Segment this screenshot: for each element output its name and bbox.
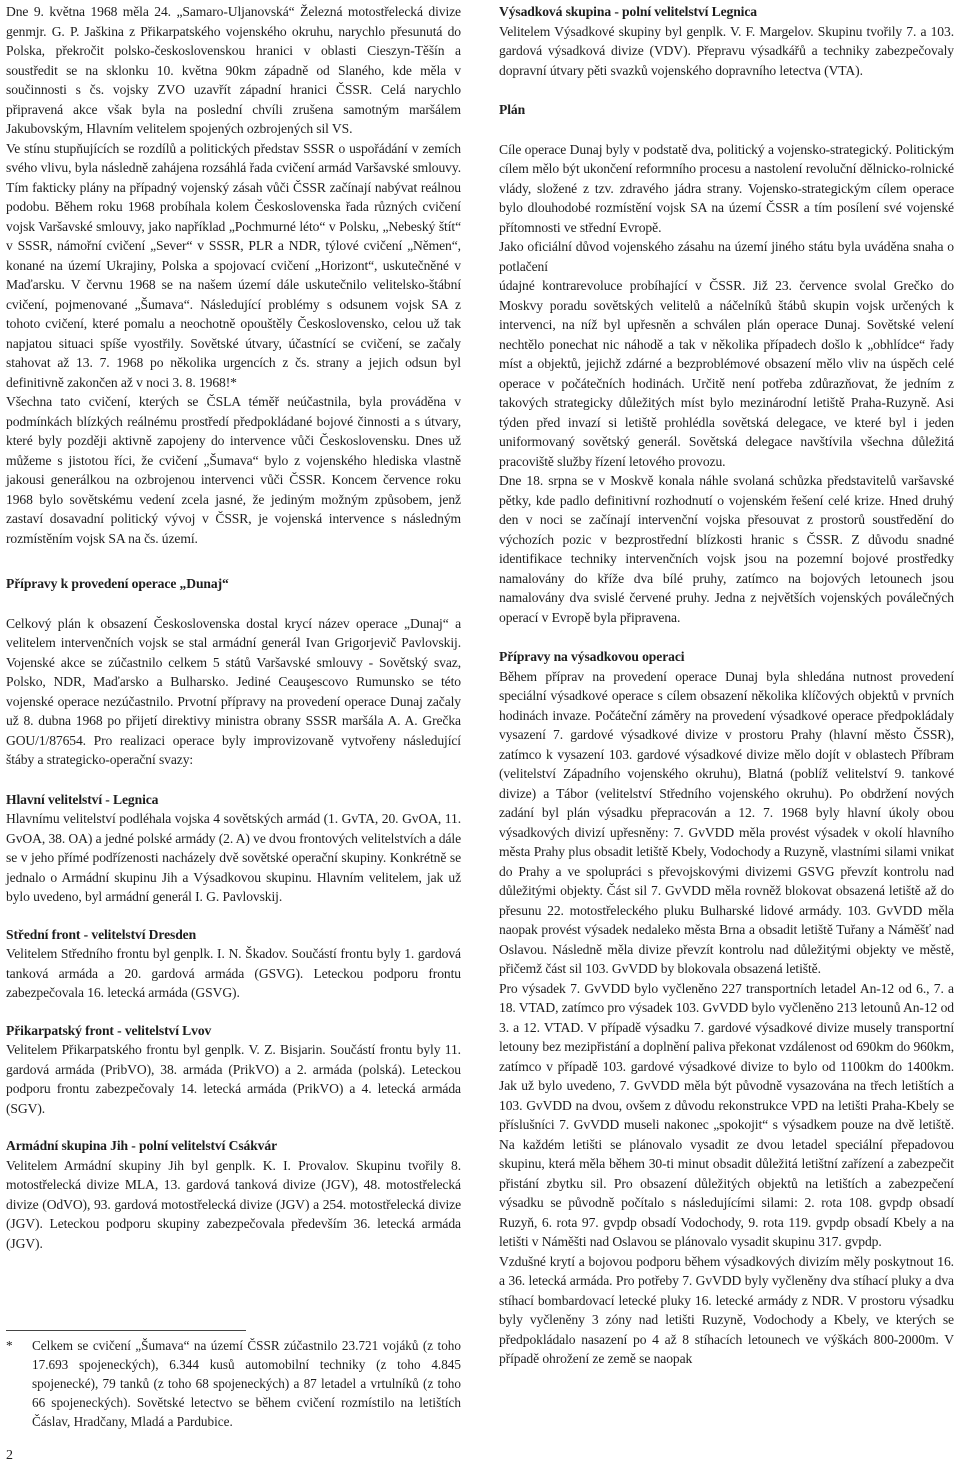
paragraph: Všechna tato cvičení, kterých se ČSLA téměř neúčastnila, byla prováděna v podmínkách blízkých reálnému prostředí předpokládané bojové činnosti a s útvary, které byly později aktivně zapojeny do intervence vůči Československu. Dnes už můžeme s jistotou říci, že cvičení „Šumava“ bylo z vojenského hlediska vlastně jakousi generálkou na ozbrojenou intervenci vůči ČSSR. Koncem července roku 1968 bylo sovětskému vedení zcela jasné, že jediným možným způsobem, jenž zastaví dosavadní politický vývoj v ČSSR, je vojenská intervence s následným rozmístěním vojsk SA na čs. území. (6, 394, 461, 546)
paragraph: Vzdušné krytí a bojovou podporu během výsadkových divizím měly poskytnout 16. a 36. letecká armáda. Pro potřeby 7. GvVDD byly vyčleněny dva stíhací pluky a dva stíhací bombardovací letecké pluky 16. letecké armády z NDR. V prostoru výsadku byly vyčleněny 3 zóny nad letišti Ruzyně, Vodochody a Kbely, ve kterých se předpokládalo nasazení po 4 až 8 stíhacích letounech ve výškách 800-2000m. V případě ohrožení ze země se naopak (499, 1253, 954, 1366)
footnote (6, 1336, 461, 1431)
paragraph: Pro výsadek 7. GvVDD bylo vyčleněno 227 transportních letadel An-12 od 6., 7. a 18. VTAD, zatímco pro výsadek 103. GvVDD bylo vyčleněno 213 letounů An-12 od 3. a 12. VTAD. V případě výsadku 7. gardové výsadkové divize musely transportní letouny bez mezipřistání a doplnění paliva překonat vzdálenost od 690km do 960km, zatímco v případě 103. gardové výsadkové divize to bylo od 1100km do 1400km. Jak už bylo uvedeno, 7. GvVDD měla být původně vysazována na třech letištích a 103. GvVDD na dvou, ovšem z důvodu rekonstrukce VPD na letišti Praha-Kbely se příslušníci 7. GvVDD museli nakonec „spokojit“ s výsadkem pouze na dvě letiště. Na každém letišti se plánovalo vysadit ze dvou letadel speciální přepadovou skupinu, která měla během 30-ti minut obsadit důležitá letištní zařízení a zabezpečit přistání zbytku sil. Pro obsazení důležitých objektů na letištích a zabezpečení výsadku se původně počítalo s následujícími silami: 2. rota 108. gvpdp obsadí Ruzyň, 6. rota 97. gvpdp obsadí Vodochody, 9. rota 119. gvpdp obsadí Kbely a na letišti v Náměšti nad Oslavou se plánovalo vysadit skupinu 317. gvpdp. (499, 980, 954, 1249)
paragraph: Velitelem Armádní skupiny Jih byl genplk. K. I. Provalov. Skupinu tvořily 8. motostřelecká divize MLA, 13. gardová tanková divize (JGV), 48. motostřelecká divize (OdVO), 93. gardová motostřelecká divize (JGV) a 254. motostřelecká divize (JGV). Leteckou podporu skupiny zabezpečovala především 36. letecká armáda (JGV). (6, 1157, 461, 1251)
section-heading: Střední front - velitelství Dresden (6, 926, 197, 942)
section-heading: Přípravy k provedení operace „Dunaj“ (6, 576, 229, 591)
paragraph: Cíle operace Dunaj byly v podstatě dva, politický a vojensko-strategický. Politickým cílem mělo být ukončení reformního procesu a nastolení revoluční dělnicko-rolnické vlády, složené z tzv. zdravého jádra strany. Vojensko-strategickým cílem operace bylo dlouhodobé rozmístění vojsk SA na území ČSSR a tím posílení své vojenské přítomnosti ve střední Evropě. (499, 141, 954, 235)
paragraph: Velitelem Výsadkové skupiny byl genplk. V. F. Margelov. Skupinu tvořily 7. a 103. gardová výsadková divize (VDV). Přepravu výsadkářů a techniky zabezpečovaly dopravní útvary pěti svazků vojenského dopravního letectva (VTA). (499, 23, 954, 78)
section-heading: Přikarpatský front - velitelství Lvov (6, 1022, 212, 1038)
paragraph: Dne 9. května 1968 měla 24. „Samaro-Uljanovská“ Železná motostřelecká divize genmjr. G. P. Jaškina z Přikarpatského vojenského okruhu, narychlo přesunutá do Polska, překročit polsko-československou hranici v oblasti Cieszyn-Těšín a soustředit se na sklonku 10. května 90km západně od Slaného, kde měla v součinnosti s čs. vojsky ZVO uzavřít západní hranici ČSSR. Celá narychlo připravená akce však byla na poslední chvíli zrušena samotným maršálem Jakubovským, Hlavním velitelem spojených ozbrojených sil VS. (6, 4, 461, 136)
paragraph: Velitelem Přikarpatského frontu byl genplk. V. Z. Bisjarin. Součástí frontu byly 11. gardová armáda (PribVO), 38. armáda (PrikVO) a 2. armáda (polská). Leteckou podporu frontu zabezpečovaly 14. letecká armáda (PrikVO) a 4. letecká armáda (SGV). (6, 1042, 461, 1116)
left-column (6, 2, 461, 1253)
paragraph: Ve stínu stupňujících se rozdílů a politických představ SSSR o uspořádání v zemích svého vlivu, byla následně zahájena rozsáhlá řada cvičení armád Varšavské smlouvy. Tím fakticky plány na případný vojenský zásah vůči ČSSR začínají nabývat reálnou podobu. Během roku 1968 probíhala kolem Československa řada různých cvičení vojsk Varšavské smlouvy, jako například „Pochmurné léto“ v Polsku, „Nebeský štít“ v SSSR, námořní cvičení „Sever“ v SSSR, PLR a NDR, týlové cvičení „Němen“, konané na území Ukrajiny, Polska a spojovací cvičení „Horizont“, uskutečněné v Maďarsku. V červnu 1968 se na našem území dále uskutečnilo velitelsko-štábní cvičení, pojmenované „Šumava“. Následující problémy s odsunem vojsk SA z tohoto cvičení, které pomalu a neochotně opouštěly Československo, celou už tak napjatou situaci spíše vyostřily. Sovětské útvary, účastnící se cvičení, se začaly stahovat až 13. 7. 1968 po několika urgencích z čs. strany a jejich odsun byl definitivně zakončen až v noci 3. 8. 1968!* (6, 140, 461, 390)
section-heading: Armádní skupina Jih - polní velitelství Csákvár (6, 1138, 277, 1153)
section-heading: Hlavní velitelství - Legnica (6, 791, 159, 807)
paragraph: Jako oficiální důvod vojenského zásahu na území jiného státu byla uváděna snaha o potlačení (499, 239, 954, 274)
section-heading: Výsadková skupina - polní velitelství Legnica (499, 4, 757, 19)
page-number: 2 (6, 1448, 13, 1463)
paragraph: Celkový plán k obsazení Československa dostal krycí název operace „Dunaj“ a velitelem intervenčních vojsk se stal armádní generál Ivan Grigorjevič Pavlovskij. Vojenské akce se zúčastnilo celkem 5 států Varšavské smlouvy - Sovětský svaz, Polsko, NDR, Maďarsko a Bulharsko. Jediné Ceauşescovo Rumunsko se této vojenské operace nezúčastnilo. Prvotní přípravy na provedení operace Dunaj začaly už 8. dubna 1968 po přijetí direktivy ministra obrany SSSR maršála A. A. Grečka GOU/1/87654. Pro realizaci operace byly improvizovaně vytvořeny následující štáby a strategicko-operační svazy: (6, 615, 461, 767)
footnote-divider (6, 1330, 246, 1331)
section-heading: Přípravy na výsadkovou operaci (499, 649, 685, 664)
paragraph: údajné kontrarevoluce probíhající v ČSSR. Již 23. července svolal Grečko do Moskvy poradu sovětských velitelů a náčelníků štábů skupin vojsk určených k intervenci, na níž byl upřesněn a schválen plán operace Dunaj. Sovětské velení nechtělo ponechat nic náhodě a tak v několika případech došlo k „obhlídce“ řady míst a objektů, jejichž zdárné a bezproblémové obsazení mělo vliv na úspěch celé operace v počátečních hodinách. Určitě není potřeba zdůrazňovat, že jedním z takových strategicky důležitých míst bylo mezinárodní letiště Praha-Ruzyně. Asi týden před invazí si letiště prohlédla sovětská delegace, ve které byl i jeden uniformovaný sovětský generál. Sovětská delegace navštívila všechna důležitá pracoviště služby řízení letového provozu. (499, 278, 954, 469)
paragraph: Hlavnímu velitelství podléhala vojska 4 sovětských armád (1. GvTA, 20. GvOA, 11. GvOA, 38. OA) a jedné polské armády (2. A) ve dvou frontových velitelstvích a dále se v jeho přímé podřízenosti nacházely dvě sovětské operační skupiny. Konkrétně se jednalo o Armádní skupinu Jih a Výsadkovou skupinu. Hlavním velitelem, jak už bylo uvedeno, byl armádní generál I. G. Pavlovskij. (6, 811, 461, 904)
right-column (499, 2, 954, 1369)
paragraph: Velitelem Středního frontu byl genplk. I. N. Škadov. Součástí frontu byly 1. gardová tanková armáda a 20. gardová armáda (GSVG). Leteckou podporu frontu zabezpečovala 16. letecká armáda (GSVG). (6, 946, 461, 1000)
paragraph: Dne 18. srpna se v Moskvě konala náhle svolaná schůzka představitelů varšavské pětky, kde padlo definitivní rozhodnutí o vojenském řešení celé krize. Hned druhý den v noci se začínají intervenční vojska přesouvat z prostorů soustředění do výchozích pozic v bezprostřední blízkosti hranic s ČSSR. Z důvodu snadné identifikace techniky intervenčních vojsk jsou na pozemní bojové prostředky namalovány do kříže dva bílé pruhy, zatímco na bojových letounech jsou namalovány dva svislé červené pruhy. Jedna z největších vojenských poválečných operací v Evropě byla připravena. (499, 473, 954, 625)
section-heading: Plán (499, 102, 526, 117)
footnote-text: Celkem se cvičení „Šumava“ na území ČSSR zúčastnilo 23.721 vojáků (z toho 17.693 spojeneckých), 6.344 kusů automobilní techniky (z toho 4.845 spojenecké), 79 tanků (z toho 68 spojeneckých) a 87 letadel a vrtulníků (z toho 66 spojeneckých). Sovětské letectvo se během cvičení rozmístilo na letištích Čáslav, Hradčany, Mladá a Pardubice. (32, 1338, 461, 1429)
footnote-mark: * (6, 1338, 13, 1353)
paragraph: Během příprav na provedení operace Dunaj byla shledána nutnost provedení speciální výsadkové operace s cílem obsazení několika klíčových objektů v prvních hodinách invaze. Počáteční záměry na provedení výsadkové operace předpokládaly vysazení 7. gardové výsadkové divize v prostoru Prahy (hlavní město ČSSR), zatímco k vysazení 103. gardové výsadkové divize mělo dojít v oblastech Příbram (velitelství Západního vojenského okruhu), Blatná (poblíž velitelství 9. tankové divize) a Tábor (velitelství Středního vojenského okruhu). Po obdržení nových zadání byl plán výsadku přepracován a 12. 7. 1968 byly hlavní úkoly obou výsadkových divizí upřesněny: 7. GvVDD měla provést výsadek v okolí hlavního města Prahy plus obsadit letiště Kbely, Vodochody a Ruzyně, vlastními silami vnikat do Prahy a ve spolupráci s převojskovými divizemi GSVG převzít kontrolu nad důležitými objekty. Část sil 7. GvVDD měla rovněž blokovat obsazená letiště až do přesunu 22. motostřeleckého pluku Bulharské lidové armády. 103. GvVDD měla naopak provést výsadek nedaleko města Brna a obsadit letiště Tuřany a Náměšť nad Oslavou. Následně měla divize převzít kontrolu nad důležitými objekty ve městě, přičemž část sil 103. GvVDD by blokovala obsazená letiště. (499, 668, 954, 976)
